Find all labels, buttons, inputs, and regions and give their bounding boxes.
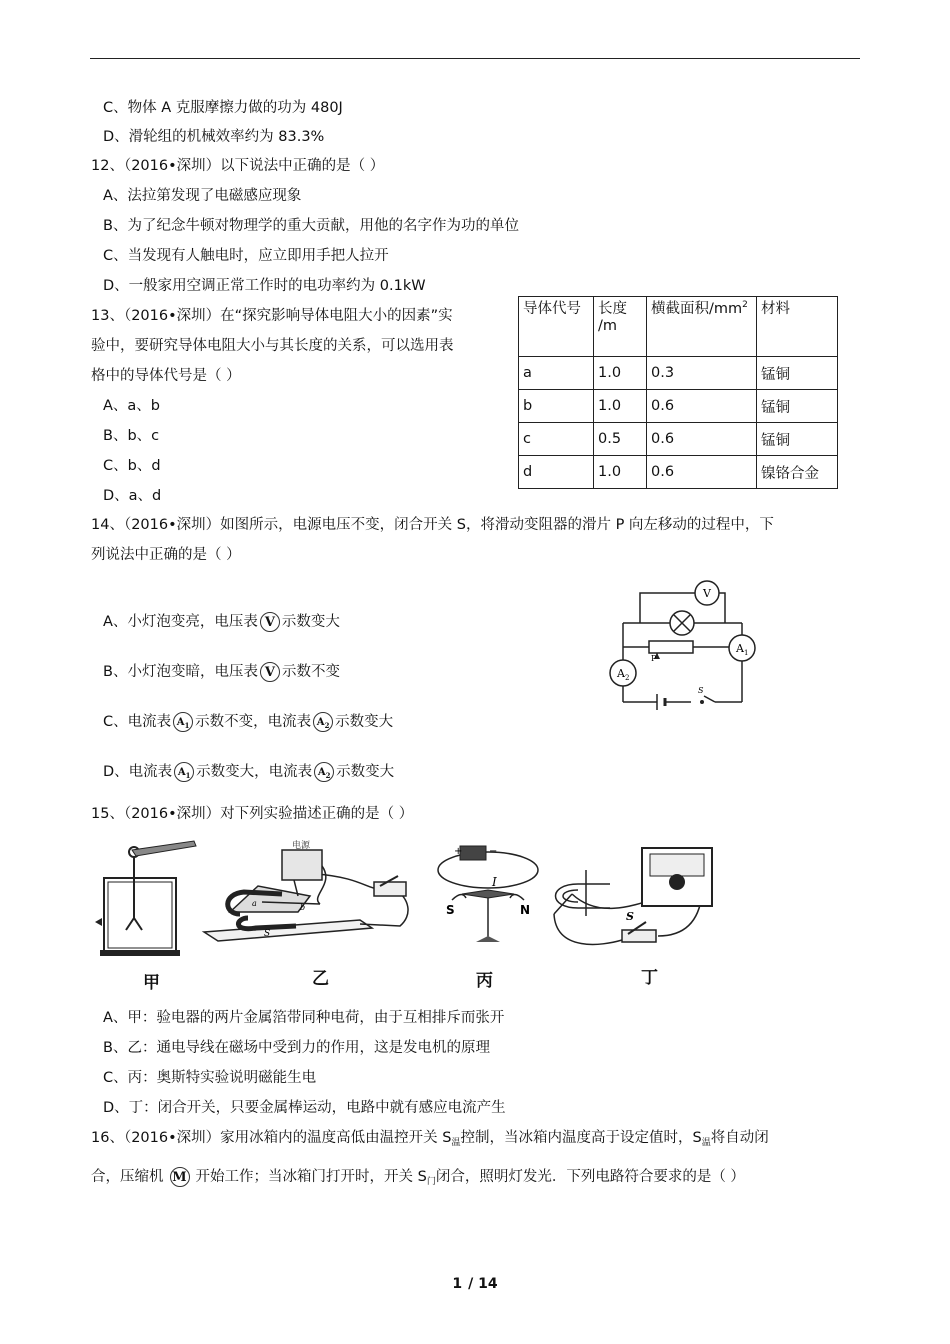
motor-figure (200, 836, 425, 946)
q15-option-d: D、丁：闭合开关，只要金属棒运动，电路中就有感应电流产生 (103, 1100, 506, 1116)
figure-label-jia: 甲 (143, 973, 160, 993)
cell-code: d (519, 456, 594, 489)
ammeter-a1-label: A (736, 642, 744, 655)
cell-area: 0.6 (647, 456, 757, 489)
q13-stem-line3: 格中的导体代号是（ ） (91, 368, 241, 384)
needle-n-label: N (520, 903, 531, 917)
table-row (519, 423, 838, 456)
switch-base (622, 930, 656, 942)
page-number: 1 (452, 1276, 463, 1292)
table-header-material: 材料 (757, 297, 838, 357)
slider-label: P (651, 654, 657, 663)
q14-stem-line2: 列说法中正确的是（ ） (91, 547, 241, 563)
switch-label: S (698, 686, 704, 695)
q12-option-d: D、一般家用空调正常工作时的电功率约为 0.1kW (103, 278, 426, 294)
galvanometer-scale (650, 854, 704, 876)
q12-stem: 12、（2016•深圳）以下说法中正确的是（ ） (91, 158, 385, 174)
cell-length: 1.0 (594, 456, 647, 489)
electroscope-base (100, 950, 180, 956)
cell-material: 锰铜 (757, 423, 838, 456)
compass-stand (476, 936, 500, 942)
table-row (519, 456, 838, 489)
cell-area: 0.6 (647, 390, 757, 423)
q14-stem-line1: 14、（2016•深圳）如图所示，电源电压不变，闭合开关 S，将滑动变阻器的滑片 P 向左移动的过程中，下 (91, 517, 774, 533)
electroscope-figure (92, 838, 202, 958)
q15-stem: 15、（2016•深圳）对下列实验描述正确的是（ ） (91, 806, 414, 822)
q13-option-a: A、a、b (103, 398, 161, 414)
q12-option-c: C、当发现有人触电时，应立即用手把人拉开 (103, 248, 389, 264)
cell-material: 锰铜 (757, 357, 838, 390)
q13-option-c: C、b、d (103, 458, 161, 474)
q14-circuit-diagram (605, 575, 760, 710)
galvanometer-knob (669, 874, 685, 890)
cell-code: b (519, 390, 594, 423)
q13-stem-line1: 13、（2016•深圳）在“探究影响导体电阻大小的因素”实 (91, 308, 453, 324)
ammeter-a2-subscript: 2 (625, 674, 630, 682)
conductor-table (518, 296, 838, 489)
q16-stem-line2: 合，压缩机 M 开始工作；当冰箱门打开时，开关 $S_门$闭合，照明灯发光．下列电路符合要求的是（ ） (91, 1169, 745, 1187)
figure-label-ding: 丁 (641, 968, 658, 988)
q14-option-b: B、小灯泡变暗，电压表 V 示数不变 (103, 664, 340, 680)
q14-option-d: D、电流表 $A_1$ 示数变大，电流表 $A_2$ 示数变大 (103, 764, 395, 780)
voltmeter-icon: V (260, 662, 280, 682)
table-header-length: 长度 /m (594, 297, 647, 357)
q12-option-a: A、法拉第发现了电磁感应现象 (103, 188, 302, 204)
ammeter-a1-subscript: 1 (744, 649, 749, 657)
oersted-figure (432, 838, 547, 948)
cell-material: 镍铬合金 (757, 456, 838, 489)
cell-area: 0.6 (647, 423, 757, 456)
q14-option-c: C、电流表 $A_1$ 示数不变，电流表 $A_2$ 示数变大 (103, 714, 394, 730)
q15-option-a: A、甲：验电器的两片金属箔带同种电荷，由于互相排斥而张开 (103, 1010, 505, 1026)
current-label: I (492, 875, 497, 889)
cell-code: c (519, 423, 594, 456)
magnet-s-label: S (264, 929, 271, 939)
wire-label-b: b (300, 903, 306, 912)
ammeter-a1-icon: $A_1$ (174, 762, 194, 782)
cell-code: a (519, 357, 594, 390)
q16-stem-line1: 16、（2016•深圳）家用冰箱内的温度高低由温控开关 $S_温$控制，当冰箱内温度高于设定值时，$S_温$将自动闭 (91, 1130, 769, 1148)
battery (460, 846, 486, 860)
voltmeter-label: V (703, 587, 711, 600)
q13-stem-line2: 验中，要研究导体电阻大小与其长度的关系，可以选用表 (91, 338, 454, 354)
power-supply-label: 电源 (292, 841, 311, 851)
battery-minus: − (489, 846, 498, 857)
header-rule (90, 58, 860, 59)
power-supply (282, 850, 322, 880)
motor-icon: M (170, 1167, 190, 1187)
table-header-code: 导体代号 (519, 297, 594, 357)
q14-option-a: A、小灯泡变亮，电压表 V 示数变大 (103, 614, 340, 630)
cell-length: 1.0 (594, 357, 647, 390)
voltmeter-icon: V (260, 612, 280, 632)
q11-option-c: C、物体 A 克服摩擦力做的功为 480J (103, 100, 343, 116)
page-total: / 14 (468, 1276, 498, 1292)
ammeter-a2-icon: $A_2$ (313, 712, 333, 732)
cell-length: 1.0 (594, 390, 647, 423)
figure-label-bing: 丙 (476, 971, 493, 991)
q15-option-c: C、丙：奥斯特实验说明磁能生电 (103, 1070, 317, 1086)
ammeter-a1-icon: $A_1$ (173, 712, 193, 732)
needle-s-label: S (446, 903, 455, 917)
cell-length: 0.5 (594, 423, 647, 456)
q13-option-b: B、b、c (103, 428, 160, 444)
page-footer (0, 1276, 950, 1292)
cell-area: 0.3 (647, 357, 757, 390)
q13-option-d: D、a、d (103, 488, 162, 504)
cell-material: 锰铜 (757, 390, 838, 423)
switch-pivot (700, 700, 704, 704)
battery-plus: + (454, 846, 463, 857)
ammeter-a2-icon: $A_2$ (314, 762, 334, 782)
figure-label-yi: 乙 (312, 969, 329, 989)
wire-label-a: a (252, 899, 257, 908)
compass-needle (462, 890, 514, 898)
ground-terminal (95, 918, 102, 926)
induction-figure (542, 842, 742, 957)
table-header-area: 横截面积$/mm^2$ (647, 297, 757, 357)
switch-s-label: S (626, 910, 634, 923)
table-row (519, 357, 838, 390)
q12-option-b: B、为了纪念牛顿对物理学的重大贡献，用他的名字作为功的单位 (103, 218, 519, 234)
q11-option-d: D、滑轮组的机械效率约为 83.3% (103, 129, 325, 145)
q15-option-b: B、乙：通电导线在磁场中受到力的作用，这是发电机的原理 (103, 1040, 490, 1056)
switch-base (374, 882, 406, 896)
table-row (519, 390, 838, 423)
ammeter-a2-label: A (617, 667, 625, 680)
charged-rod (132, 841, 196, 856)
